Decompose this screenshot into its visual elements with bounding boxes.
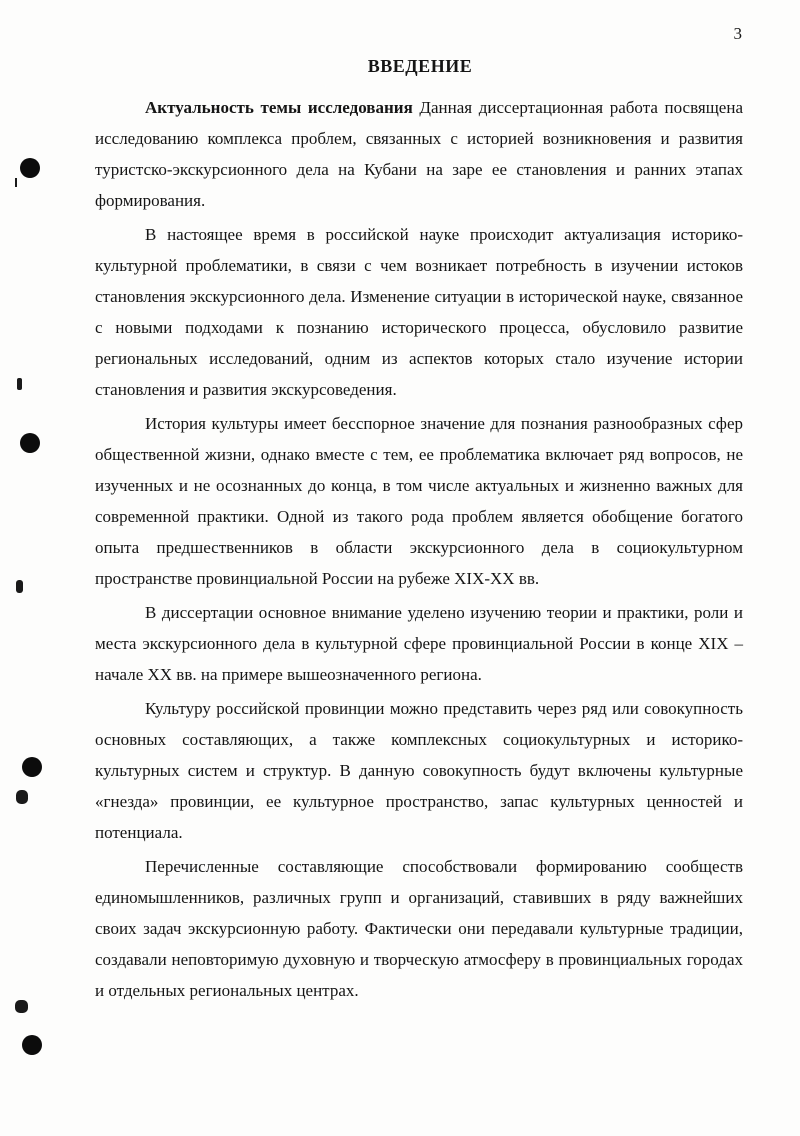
paragraph-4: В диссертации основное внимание уделено изучению теории и практики, роли и места экскурсионного дела в культурной сфере провинциальной России в конце XIX – начале XX вв. на примере вышеозначенного региона. [95, 603, 743, 684]
paragraph-2: В настоящее время в российской науке происходит актуализация историко-культурной проблематики, в связи с чем возникает потребность в изучении истоков становления экскурсионного дела. Изменение ситуации в исторической науке, связанное с новыми подходами к познанию исторического процесса, обусловило развитие региональных исследований, одним из аспектов которых стало изучение истории становления и развития экскурсоведения. [95, 225, 743, 399]
scan-mark [17, 378, 22, 390]
punch-hole [22, 757, 42, 777]
paragraph-5: Культуру российской провинции можно представить через ряд или совокупность основных составляющих, а также комплексных социокультурных и историко-культурных систем и структур. В данную совокупность будут включены культурные «гнезда» провинции, ее культурное пространство, запас культурных ценностей и потенциала. [95, 699, 743, 842]
scan-mark [15, 1000, 28, 1013]
page-number: 3 [733, 24, 742, 43]
paragraph-6: Перечисленные составляющие способствовали формированию сообществ единомышленников, различных групп и организаций, ставивших в ряду важнейших своих задач экскурсионную работу. Фактически они передавали культурные традиции, создавали неповторимую духовную и творческую атмосферу в провинциальных городах и отдельных региональных центрах. [95, 857, 743, 1000]
punch-hole [20, 158, 40, 178]
scan-mark [15, 178, 17, 187]
lead-title: Актуальность темы исследования [145, 98, 413, 117]
punch-hole [22, 1035, 42, 1055]
body-text [95, 92, 743, 1006]
scan-mark [16, 790, 28, 804]
paragraph-1 [95, 92, 743, 216]
paragraph-1-text: Данная диссертационная работа посвящена исследованию комплекса проблем, связанных с историей возникновения и развития туристско-экскурсионного дела на Кубани на заре ее становления и ранних этапах формирования. [95, 98, 743, 210]
punch-hole [20, 433, 40, 453]
section-heading: ВВЕДЕНИЕ [367, 56, 473, 76]
paragraph-3: История культуры имеет бесспорное значение для познания разнообразных сфер общественной жизни, однако вместе с тем, ее проблематика включает ряд вопросов, не изученных и не осознанных до конца, в том числе актуальных и жизненно важных для современной практики. Одной из такого рода проблем является обобщение богатого опыта предшественников в области экскурсионного дела в социокультурном пространстве провинциальной России на рубеже XIX-XX вв. [95, 414, 743, 588]
scan-mark [16, 580, 23, 593]
